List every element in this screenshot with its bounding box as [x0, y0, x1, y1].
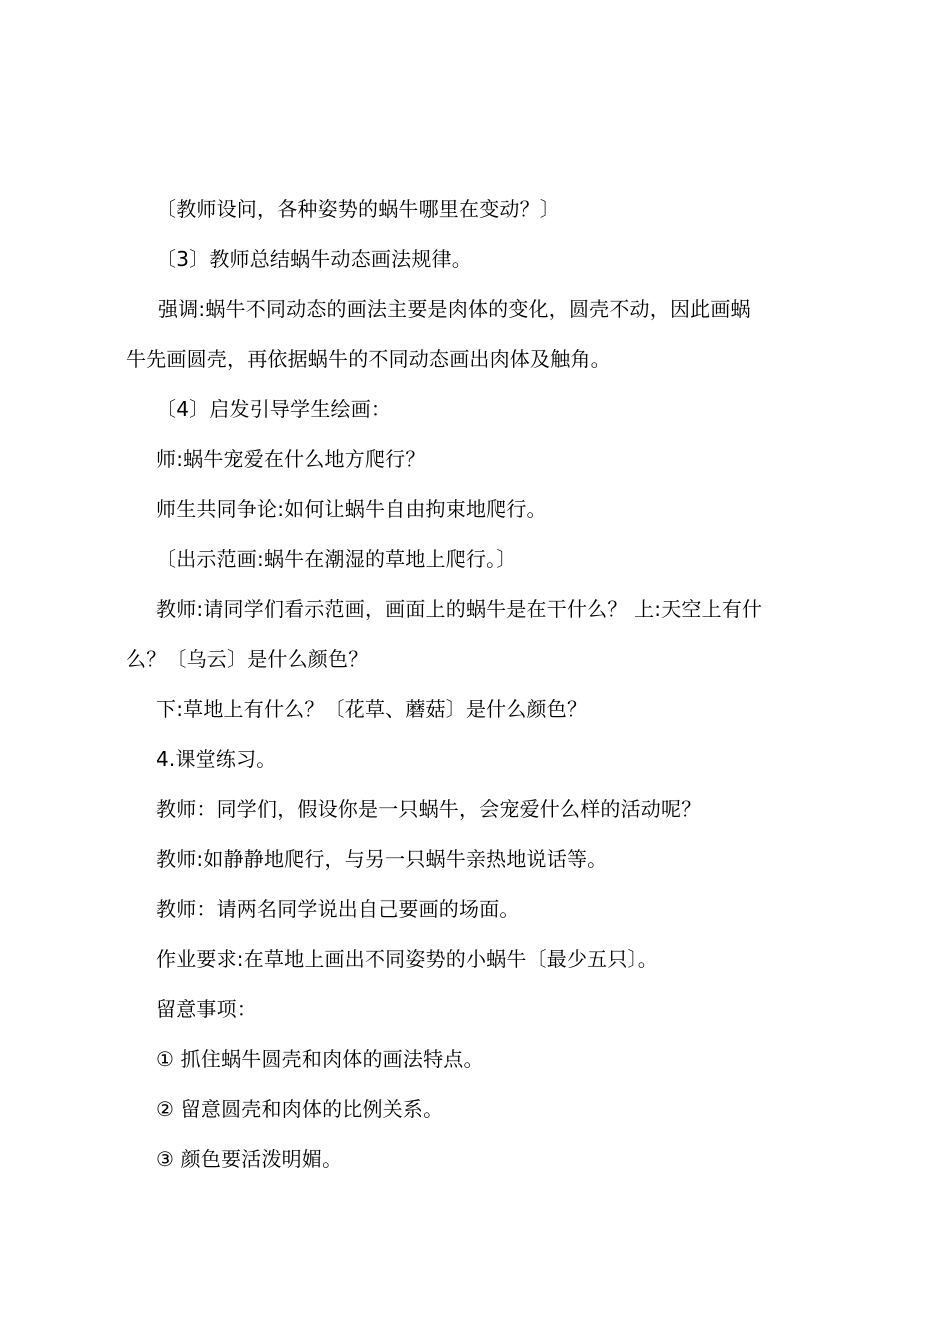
paragraph-line: 留意事项： — [156, 997, 257, 1021]
paragraph-line: 师生共同争论:如何让蜗牛自由拘束地爬行。 — [156, 497, 547, 521]
paragraph-line: 教师：同学们，假设你是一只蜗牛，会宠爱什么样的活动呢？ — [156, 797, 702, 821]
paragraph-line: 师:蜗牛宠爱在什么地方爬行？ — [156, 447, 426, 471]
list-item: ③ 颜色要活泼明媚。 — [156, 1147, 343, 1171]
section-heading: 4.课堂练习。 — [156, 747, 277, 771]
list-item: ② 留意圆壳和肉体的比例关系。 — [156, 1097, 444, 1121]
paragraph-line: 下:草地上有什么？〔花草、蘑菇〕是什么颜色？ — [156, 697, 588, 721]
paragraph-line: 〔4〕启发引导学生绘画： — [156, 397, 392, 421]
paragraph-line: 教师:请同学们看示范画，画面上的蜗牛是在干什么？ 上:天空上有什 — [156, 597, 763, 621]
paragraph-line: 教师:如静静地爬行，与另一只蜗牛亲热地说话等。 — [156, 847, 608, 871]
paragraph-line: 强调:蜗牛不同动态的画法主要是肉体的变化，圆壳不动，因此画蜗 — [158, 297, 751, 321]
paragraph-line: 作业要求:在草地上画出不同姿势的小蜗牛〔最少五只〕。 — [156, 947, 658, 971]
list-item: ① 抓住蜗牛圆壳和肉体的画法特点。 — [156, 1047, 484, 1071]
paragraph-line: 教师：请两名同学说出自己要画的场面。 — [156, 897, 520, 921]
paragraph-line: 〔3〕教师总结蜗牛动态画法规律。 — [156, 247, 472, 271]
document-body — [126, 184, 838, 1184]
paragraph-line: 〔出示范画:蜗牛在潮湿的草地上爬行。〕 — [156, 547, 517, 571]
paragraph-line: 么？〔乌云〕是什么颜色？ — [126, 647, 369, 671]
paragraph-line: 〔教师设问，各种姿势的蜗牛哪里在变动？〕 — [156, 197, 560, 221]
paragraph-line: 牛先画圆壳，再依据蜗牛的不同动态画出肉体及触角。 — [126, 347, 611, 371]
